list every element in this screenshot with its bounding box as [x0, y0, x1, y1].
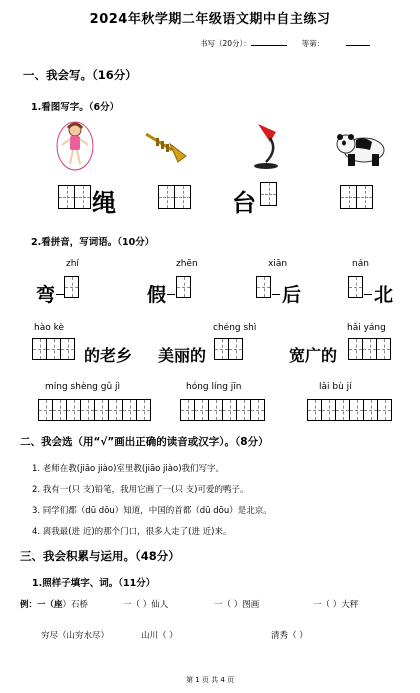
grid-cell[interactable]: [256, 276, 271, 298]
char-jia: 假: [147, 284, 167, 306]
char-sheng: 绳: [92, 188, 116, 217]
grid-cell[interactable]: [307, 399, 322, 421]
grid-cell[interactable]: [214, 338, 229, 360]
grid-cell[interactable]: [222, 399, 237, 421]
write-grid-cheng-shi[interactable]: [214, 338, 243, 360]
grid-cell[interactable]: [180, 399, 195, 421]
grid-cell[interactable]: [176, 276, 191, 298]
fill-qing-xiu[interactable]: 清秀（ ）: [271, 631, 308, 641]
example-tail: ）石桥: [62, 600, 89, 610]
pinyin-nan: nán: [352, 259, 369, 269]
grid-cell[interactable]: [348, 338, 363, 360]
grid-cell[interactable]: [340, 185, 357, 209]
section2-item-1[interactable]: 1. 老师在教(jiāo jiào)室里教(jiāo jiào)我们写字。: [32, 464, 225, 474]
write-grid-hong-ling-jin[interactable]: [180, 399, 265, 421]
write-grid-ming-sheng-gu-ji[interactable]: [38, 399, 151, 421]
grid-cell[interactable]: [60, 338, 75, 360]
grid-cell[interactable]: [94, 399, 109, 421]
grid-cell[interactable]: [64, 276, 79, 298]
grid-cell[interactable]: [158, 185, 175, 209]
q1-label: 1.看图写字。（6分）: [31, 102, 120, 113]
grid-cell[interactable]: [377, 399, 392, 421]
text-de-lao-xiang: 的老乡: [84, 346, 133, 365]
grid-cell[interactable]: [38, 399, 53, 421]
write-grid-xian[interactable]: [256, 276, 271, 298]
grid-cell[interactable]: [260, 182, 277, 206]
pinyin-zhi: zhí: [66, 259, 79, 269]
grid-cell[interactable]: [46, 338, 61, 360]
grade-blank[interactable]: [346, 38, 370, 46]
section2-item-4[interactable]: 4. 离我最(进 近)的那个门口，很多人走了(进 近)来。: [32, 527, 232, 537]
example-qiong-jin: 穷尽（山穷水尽）: [41, 631, 110, 641]
grid-cell[interactable]: [250, 399, 265, 421]
write-grid-trumpet[interactable]: [158, 185, 191, 209]
char-hou: 后: [282, 284, 302, 306]
pinyin-zhen: zhēn: [176, 259, 198, 269]
connector-dash: [167, 294, 175, 295]
grid-cell[interactable]: [32, 338, 47, 360]
write-grid-panda[interactable]: [340, 185, 373, 209]
example-row: [20, 598, 88, 610]
pinyin-hao-ke: hào kè: [34, 323, 65, 333]
grid-cell[interactable]: [348, 276, 363, 298]
grid-cell[interactable]: [66, 399, 81, 421]
connector-dash: [56, 294, 64, 295]
q2-label: 2.看拼音，写词语。（10分）: [31, 237, 155, 248]
text-mei-li-de: 美丽的: [158, 346, 207, 365]
grid-cell[interactable]: [362, 338, 377, 360]
connector-dash: [364, 294, 372, 295]
char-wan: 弯: [36, 284, 56, 306]
pinyin-hong-ling-jin: hóng líng jīn: [186, 382, 242, 392]
section2-item-2[interactable]: 2. 我有一(只 支)铅笔，我用它画了一(只 支)可爱的鸭子。: [32, 485, 249, 495]
write-grid-hao-ke[interactable]: [32, 338, 75, 360]
char-tai: 台: [232, 188, 256, 217]
example-answer: 座: [54, 600, 63, 610]
grid-cell[interactable]: [122, 399, 137, 421]
section1-heading: 一、我会写。（16分）: [23, 68, 137, 82]
panda-icon: [334, 128, 388, 168]
section3-heading: 三、我会积累与运用。（48分）: [20, 549, 180, 563]
fill-tu-hua[interactable]: 一（ ）图画: [214, 600, 260, 610]
grid-cell[interactable]: [52, 399, 67, 421]
section3-q1-label: 1.照样子填字、词。（11分）: [32, 578, 156, 589]
write-grid-tai[interactable]: [260, 182, 277, 206]
grid-cell[interactable]: [74, 185, 91, 209]
char-bei: 北: [374, 284, 394, 306]
writing-score-label: 书写（20分）：: [200, 39, 251, 48]
trumpet-icon: [142, 128, 190, 164]
fill-da-cheng[interactable]: 一（ ）大秤: [313, 600, 359, 610]
grid-cell[interactable]: [208, 399, 223, 421]
pinyin-hai-yang: hǎi yáng: [347, 323, 386, 333]
grid-cell[interactable]: [174, 185, 191, 209]
grid-cell[interactable]: [58, 185, 75, 209]
write-grid-lai-bu-ji[interactable]: [307, 399, 392, 421]
pinyin-ming-sheng-gu-ji: míng shèng gǔ jì: [45, 382, 121, 392]
pinyin-lai-bu-ji: lǎi bù jí: [319, 382, 352, 392]
section2-heading: 二、我会选（用“√”画出正确的读音或汉字）。（8分）: [20, 436, 269, 448]
grid-cell[interactable]: [80, 399, 95, 421]
page-number: 第 1 页 共 4 页: [185, 676, 235, 684]
page-title: 2024年秋学期二年级语文期中自主练习: [89, 12, 331, 27]
grid-cell[interactable]: [136, 399, 151, 421]
section2-item-3[interactable]: 3. 同学们都（dū dōu）知道，中国的首都（dū dōu）是北京。: [32, 506, 272, 516]
write-grid-nan[interactable]: [348, 276, 363, 298]
connector-dash: [272, 294, 280, 295]
writing-score-blank[interactable]: [251, 38, 287, 46]
pinyin-xian: xiān: [268, 259, 288, 269]
grid-cell[interactable]: [236, 399, 251, 421]
example-prefix: 例：一（: [20, 600, 55, 610]
text-kuan-guang-de: 宽广的: [289, 346, 338, 365]
fill-xian-ren[interactable]: 一（ ）仙人: [123, 600, 169, 610]
grade-label: 等第：: [301, 39, 325, 48]
grid-cell[interactable]: [335, 399, 350, 421]
grid-cell[interactable]: [363, 399, 378, 421]
grid-cell[interactable]: [194, 399, 209, 421]
write-grid-zhi[interactable]: [64, 276, 79, 298]
grid-cell[interactable]: [356, 185, 373, 209]
desk-lamp-icon: [248, 122, 288, 172]
grid-cell[interactable]: [349, 399, 364, 421]
writing-score-field: [200, 38, 370, 49]
grid-cell[interactable]: [228, 338, 243, 360]
write-grid-zhen[interactable]: [176, 276, 191, 298]
pinyin-cheng-shi: chéng shì: [213, 323, 257, 333]
grid-cell[interactable]: [376, 338, 391, 360]
write-grid-sheng[interactable]: [58, 185, 91, 209]
grid-cell[interactable]: [321, 399, 336, 421]
fill-shan-chuan[interactable]: 山川（ ）: [141, 631, 178, 641]
write-grid-hai-yang[interactable]: [348, 338, 391, 360]
grid-cell[interactable]: [108, 399, 123, 421]
girl-jumping-rope-icon: [55, 120, 95, 172]
